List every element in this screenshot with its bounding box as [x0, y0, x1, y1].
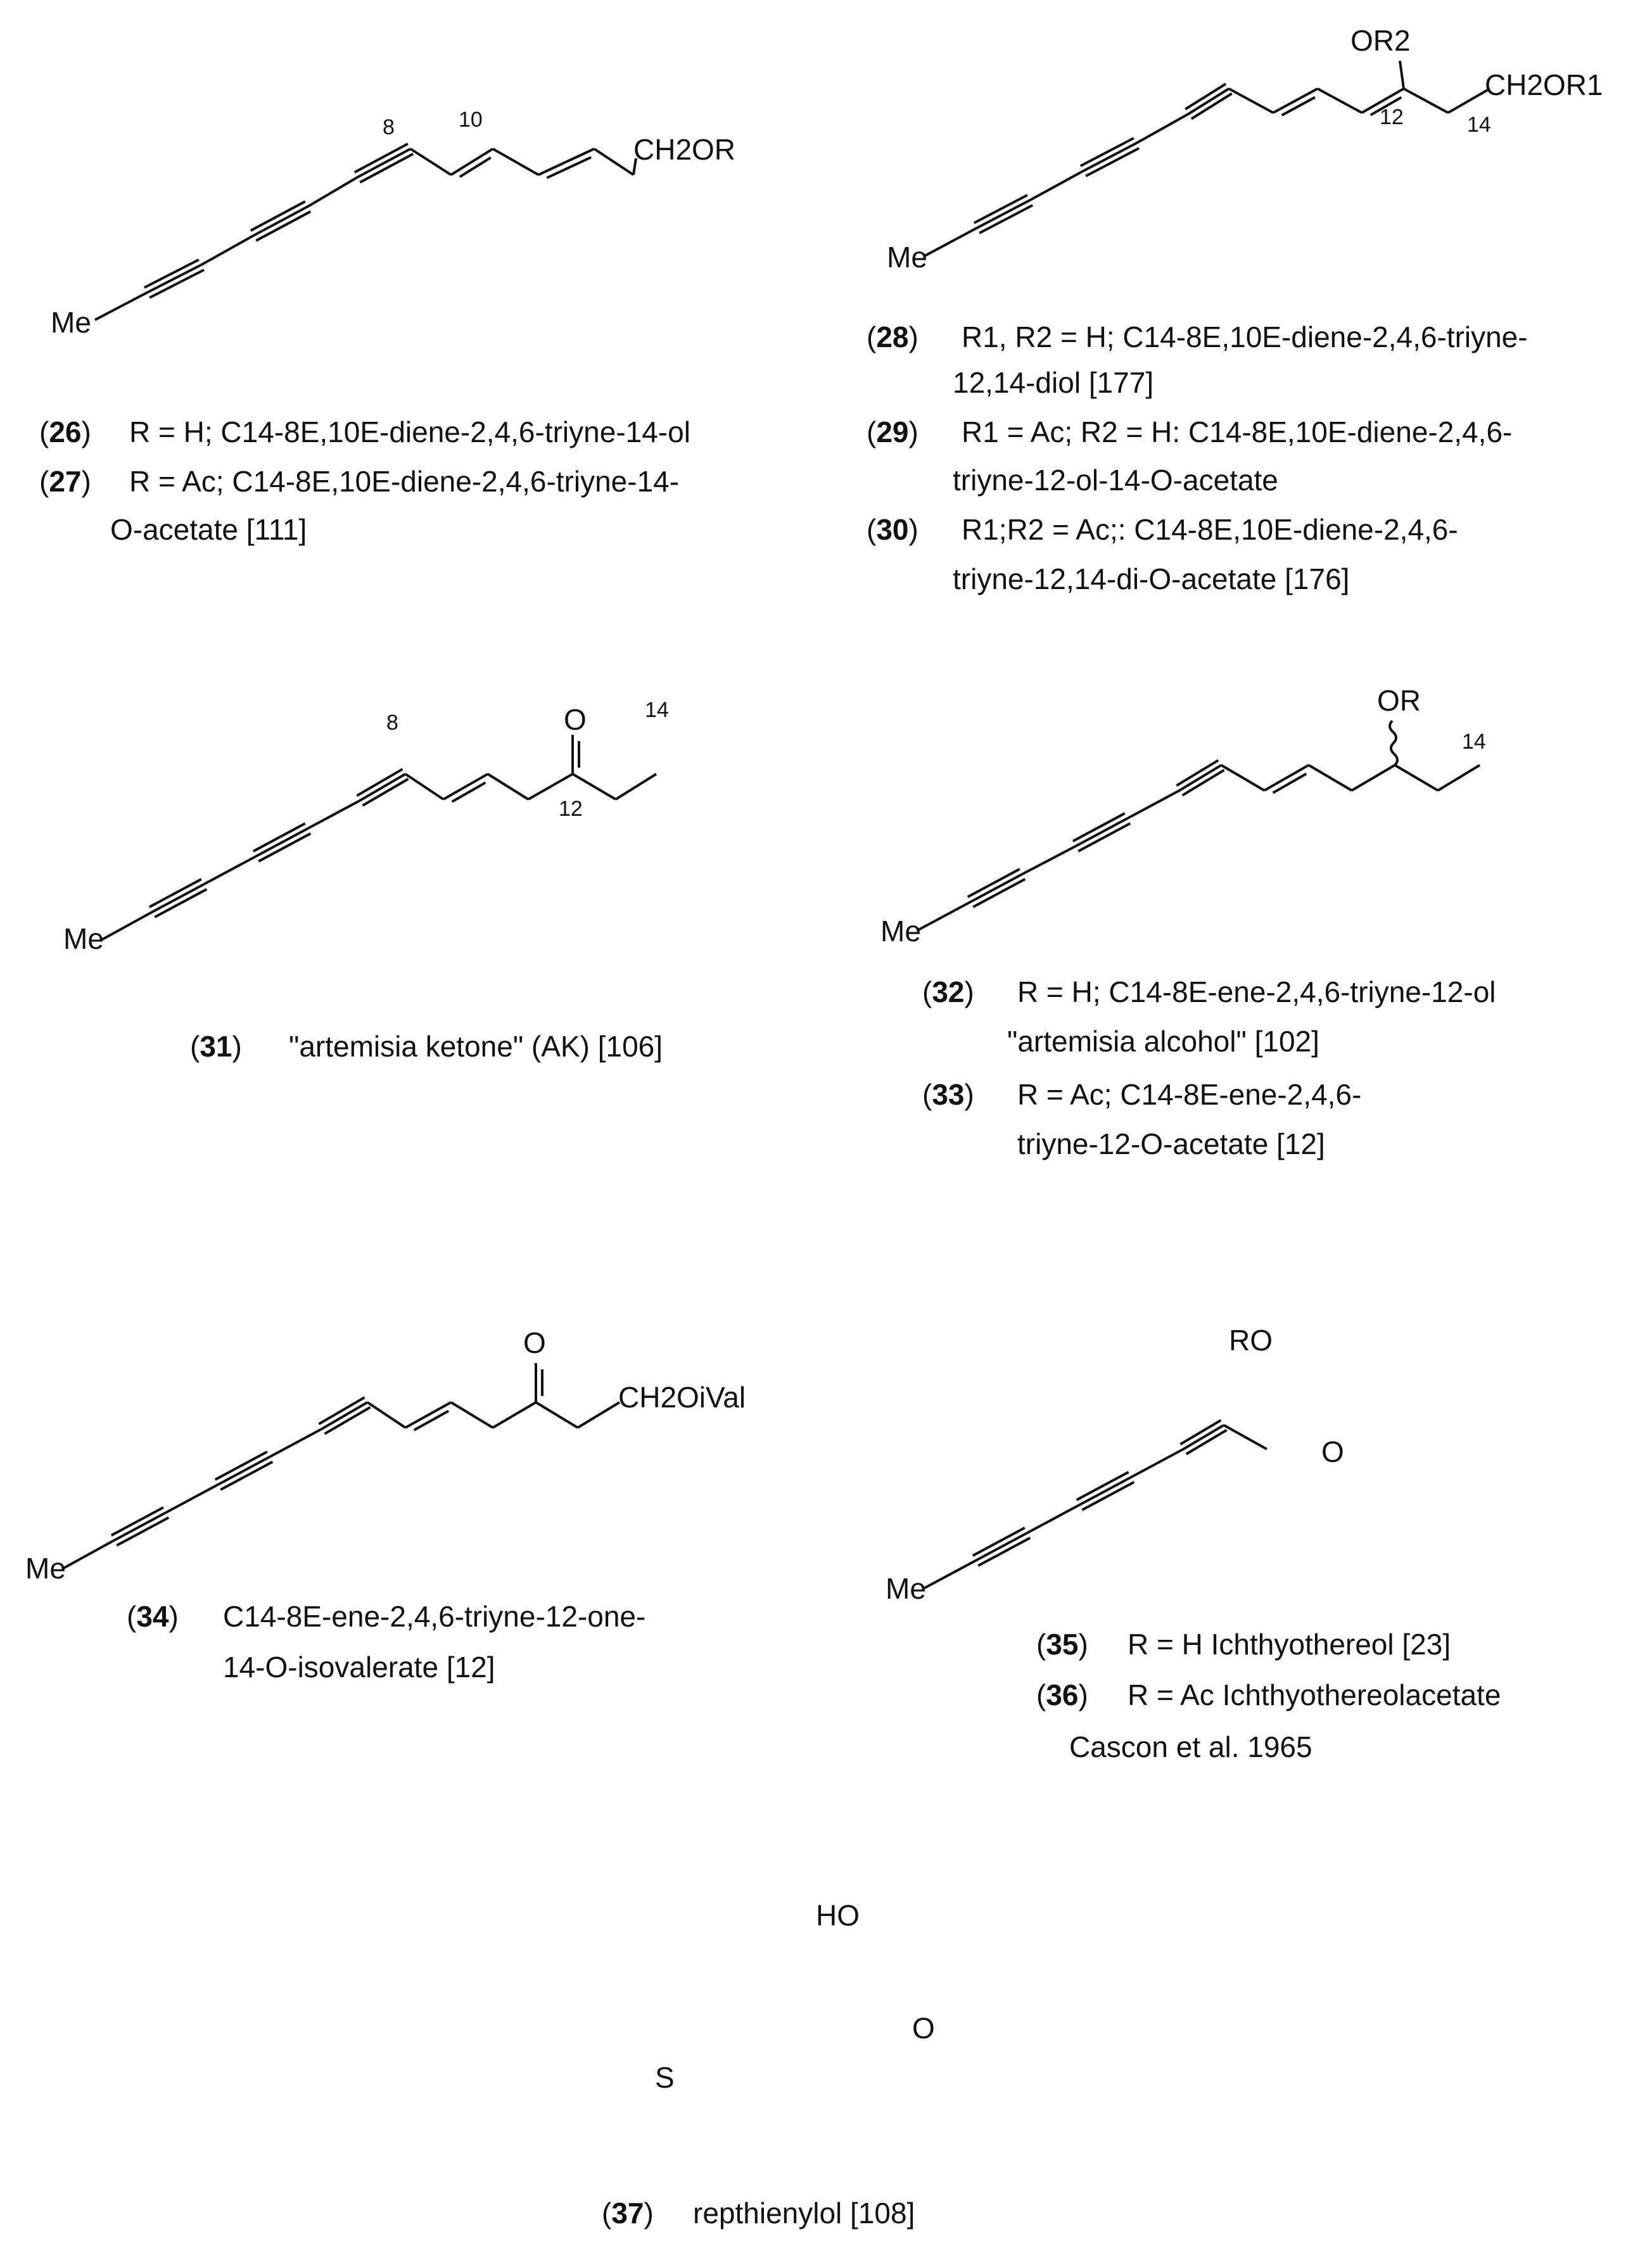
caption-32 — [922, 975, 1496, 1058]
triple-bond — [1176, 760, 1218, 785]
triple-bond — [1188, 89, 1229, 114]
single-bond — [924, 228, 977, 257]
single-bond — [201, 236, 253, 265]
single-bond — [1229, 89, 1273, 113]
triple-bond — [1191, 94, 1232, 119]
single-bond — [308, 177, 357, 206]
single-bond — [924, 1561, 975, 1589]
triple-bond — [253, 206, 308, 236]
triple-bond — [1076, 818, 1128, 846]
locant-12: 12 — [559, 797, 583, 821]
triple-bond — [256, 212, 310, 241]
caption-28 — [867, 320, 1528, 399]
sulfur-label: S — [655, 2061, 675, 2094]
caption-35 — [1036, 1628, 1451, 1661]
triple-bond — [973, 879, 1025, 907]
triple-bond — [968, 869, 1020, 897]
triple-bond — [979, 205, 1032, 233]
single-bond — [594, 149, 633, 175]
ro-label: RO — [1229, 1324, 1273, 1357]
caption-36 — [1036, 1678, 1501, 1763]
ch2or1-label: CH2OR1 — [1485, 68, 1603, 101]
caption-text-33-cont: triyne-12-O-acetate [12] — [1017, 1127, 1325, 1160]
triple-bond — [1073, 813, 1125, 841]
caption-text-32-cont: "artemisia alcohol" [102] — [1007, 1025, 1319, 1058]
single-bond — [918, 902, 970, 930]
triple-bond — [149, 270, 204, 298]
triple-bond — [970, 874, 1022, 902]
triple-bond — [144, 260, 199, 288]
triple-bond — [117, 1518, 168, 1545]
triple-bond — [215, 1452, 267, 1480]
single-bond — [528, 774, 573, 799]
caption-30 — [867, 513, 1458, 595]
triple-bond — [974, 195, 1027, 223]
triple-bond — [978, 1538, 1030, 1566]
triple-bond — [363, 779, 409, 806]
single-bond — [405, 774, 443, 799]
caption-text-28: R1, R2 = H; C14-8E,10E-diene-2,4,6-triyne- — [962, 320, 1528, 353]
locant-8: 8 — [383, 115, 395, 139]
caption-text-30: R1;R2 = Ac;: C14-8E,10E-diene-2,4,6- — [962, 513, 1458, 546]
bond-skeleton — [63, 61, 1490, 1589]
single-bond — [1400, 61, 1404, 89]
single-bond — [488, 774, 528, 799]
caption-text-27: R = Ac; C14-8E,10E-diene-2,4,6-triyne-14- — [129, 465, 680, 498]
single-bond — [410, 149, 451, 175]
triple-bond — [1185, 84, 1226, 109]
triple-bond — [357, 769, 402, 796]
single-bond — [1352, 765, 1395, 790]
double-bond — [405, 1402, 451, 1428]
caption-text-35: R = H Ichthyothereol [23] — [1128, 1628, 1451, 1661]
triple-bond — [360, 774, 405, 801]
single-bond — [95, 293, 147, 320]
triple-bond — [251, 201, 305, 231]
caption-31 — [190, 1030, 663, 1063]
triple-bond — [360, 154, 413, 182]
ch2oival-label: CH2OiVal — [618, 1381, 746, 1414]
triple-bond — [973, 1528, 1025, 1556]
triple-bond — [1081, 138, 1134, 166]
triple-bond — [155, 889, 206, 917]
locant-12: 12 — [1380, 105, 1404, 129]
single-bond — [204, 856, 256, 884]
single-bond — [1136, 114, 1188, 143]
caption-27 — [39, 465, 679, 546]
triple-bond — [322, 1402, 367, 1429]
compound-number-28: (28) — [867, 320, 918, 353]
triple-bond — [147, 265, 201, 293]
caption-text-30-cont: triyne-12,14-di-O-acetate [176] — [953, 562, 1350, 595]
single-bond — [536, 1402, 578, 1428]
triple-bond — [357, 149, 410, 177]
triple-bond — [253, 823, 305, 851]
single-bond — [1224, 1425, 1267, 1449]
structure-32-33 — [880, 684, 1486, 948]
ho-label: HO — [816, 1899, 860, 1932]
single-bond — [573, 774, 616, 799]
caption-text-36-cont: Cascon et al. 1965 — [1069, 1730, 1312, 1763]
me-label: Me — [63, 922, 104, 955]
compound-number-26: (26) — [39, 416, 91, 448]
double-bond — [538, 149, 594, 175]
caption-text-34-cont: 14-O-isovalerate [12] — [223, 1651, 495, 1684]
or-label: OR — [1377, 684, 1421, 717]
locant-14: 14 — [1462, 730, 1486, 754]
single-bond — [1022, 846, 1076, 874]
locant-8: 8 — [386, 711, 398, 735]
single-bond — [270, 1429, 322, 1457]
double-bond — [1264, 765, 1309, 790]
single-bond — [1221, 765, 1264, 790]
single-bond — [616, 774, 656, 799]
caption-text-31: "artemisia ketone" (AK) [106] — [289, 1030, 663, 1063]
double-bond — [451, 149, 493, 175]
triple-bond — [977, 200, 1030, 228]
double-bond — [443, 774, 488, 799]
caption-text-26: R = H; C14-8E,10E-diene-2,4,6-triyne-14-ol — [129, 416, 690, 448]
ring-oxygen-label: O — [1321, 1435, 1344, 1468]
caption-text-32: R = H; C14-8E-ene-2,4,6-triyne-12-ol — [1017, 975, 1496, 1008]
ch2or-label: CH2OR — [633, 133, 736, 166]
compound-number-35: (35) — [1036, 1628, 1088, 1661]
triple-bond — [1082, 1482, 1134, 1510]
triple-bond — [1078, 823, 1130, 851]
caption-text-29: R1 = Ac; R2 = H: C14-8E,10E-diene-2,4,6- — [962, 416, 1513, 448]
structure-35-36 — [886, 1324, 1344, 1605]
structure-31 — [63, 698, 669, 955]
triple-bond — [218, 1457, 270, 1485]
triple-bond — [1086, 148, 1139, 176]
caption-text-34: C14-8E-ene-2,4,6-triyne-12-one- — [223, 1600, 646, 1633]
me-label: Me — [880, 915, 921, 948]
triple-bond — [355, 144, 408, 172]
compound-number-27: (27) — [39, 465, 91, 498]
locant-10: 10 — [459, 108, 483, 132]
triple-bond — [1079, 1477, 1131, 1505]
single-bond — [1395, 765, 1438, 790]
single-bond — [1404, 89, 1448, 113]
triple-bond — [114, 1513, 166, 1540]
compound-number-32: (32) — [922, 975, 974, 1008]
single-bond — [451, 1402, 493, 1428]
structure-34 — [25, 1326, 746, 1585]
triple-bond — [1077, 1472, 1129, 1500]
triple-bond — [1186, 1430, 1227, 1454]
single-bond — [367, 1402, 405, 1428]
ring-oxygen-label: O — [912, 2012, 935, 2045]
triple-bond — [152, 884, 204, 912]
single-bond — [1128, 790, 1179, 818]
caption-text-36: R = Ac Ichthyothereolacetate — [1128, 1678, 1501, 1711]
caption-text-28-cont: 12,14-diol [177] — [953, 366, 1154, 399]
caption-33 — [922, 1078, 1361, 1160]
wavy-bond — [1390, 721, 1397, 765]
triple-bond — [325, 1407, 371, 1434]
triple-bond — [319, 1397, 364, 1424]
single-bond — [308, 801, 360, 828]
caption-37 — [602, 2197, 915, 2230]
me-label: Me — [886, 1572, 926, 1605]
single-bond — [1318, 89, 1362, 113]
caption-text-37: repthienylol [108] — [693, 2197, 915, 2230]
locant-14: 14 — [1467, 113, 1491, 137]
compound-number-33: (33) — [922, 1078, 974, 1111]
triple-bond — [258, 834, 310, 861]
triple-bond — [149, 879, 201, 907]
structure-26-27 — [51, 108, 735, 339]
single-bond — [1027, 1505, 1079, 1533]
or2-label: OR2 — [1350, 24, 1411, 57]
caption-text-27-cont: O-acetate [111] — [110, 513, 307, 546]
structure-37 — [655, 1899, 935, 2094]
single-bond — [1309, 765, 1352, 790]
me-label: Me — [25, 1552, 66, 1585]
me-label: Me — [51, 306, 91, 339]
compound-number-34: (34) — [127, 1600, 179, 1633]
ketone-oxygen-label: O — [564, 703, 587, 736]
compound-number-36: (36) — [1036, 1678, 1088, 1711]
single-bond — [101, 912, 152, 940]
triple-bond — [1180, 1420, 1221, 1444]
triple-bond — [975, 1533, 1027, 1561]
compound-number-30: (30) — [867, 513, 918, 546]
single-bond — [578, 1402, 620, 1428]
locant-14: 14 — [645, 698, 669, 722]
caption-29 — [867, 416, 1512, 497]
caption-26 — [39, 416, 690, 448]
single-bond — [63, 1540, 114, 1568]
single-bond — [493, 1402, 536, 1428]
caption-text-33: R = Ac; C14-8E-ene-2,4,6- — [1017, 1078, 1362, 1111]
single-bond — [493, 149, 538, 175]
single-bond — [1448, 89, 1490, 113]
single-bond — [166, 1485, 218, 1513]
triple-bond — [1183, 770, 1224, 796]
single-bond — [1438, 765, 1480, 790]
triple-bond — [1183, 1425, 1224, 1449]
triple-bond — [256, 828, 308, 856]
triple-bond — [111, 1507, 163, 1535]
single-bond — [1131, 1449, 1183, 1477]
caption-text-29-cont: triyne-12-ol-14-O-acetate — [953, 464, 1278, 497]
triple-bond — [220, 1462, 272, 1490]
me-label: Me — [887, 241, 927, 274]
structure-28-30 — [887, 24, 1603, 274]
triple-bond — [1179, 765, 1221, 790]
compound-number-31: (31) — [190, 1030, 242, 1063]
single-bond — [1030, 171, 1083, 200]
triple-bond — [1083, 143, 1136, 171]
caption-34 — [127, 1600, 645, 1684]
compound-number-37: (37) — [602, 2197, 654, 2230]
ketone-oxygen-label: O — [523, 1326, 546, 1359]
compound-number-29: (29) — [867, 416, 918, 448]
